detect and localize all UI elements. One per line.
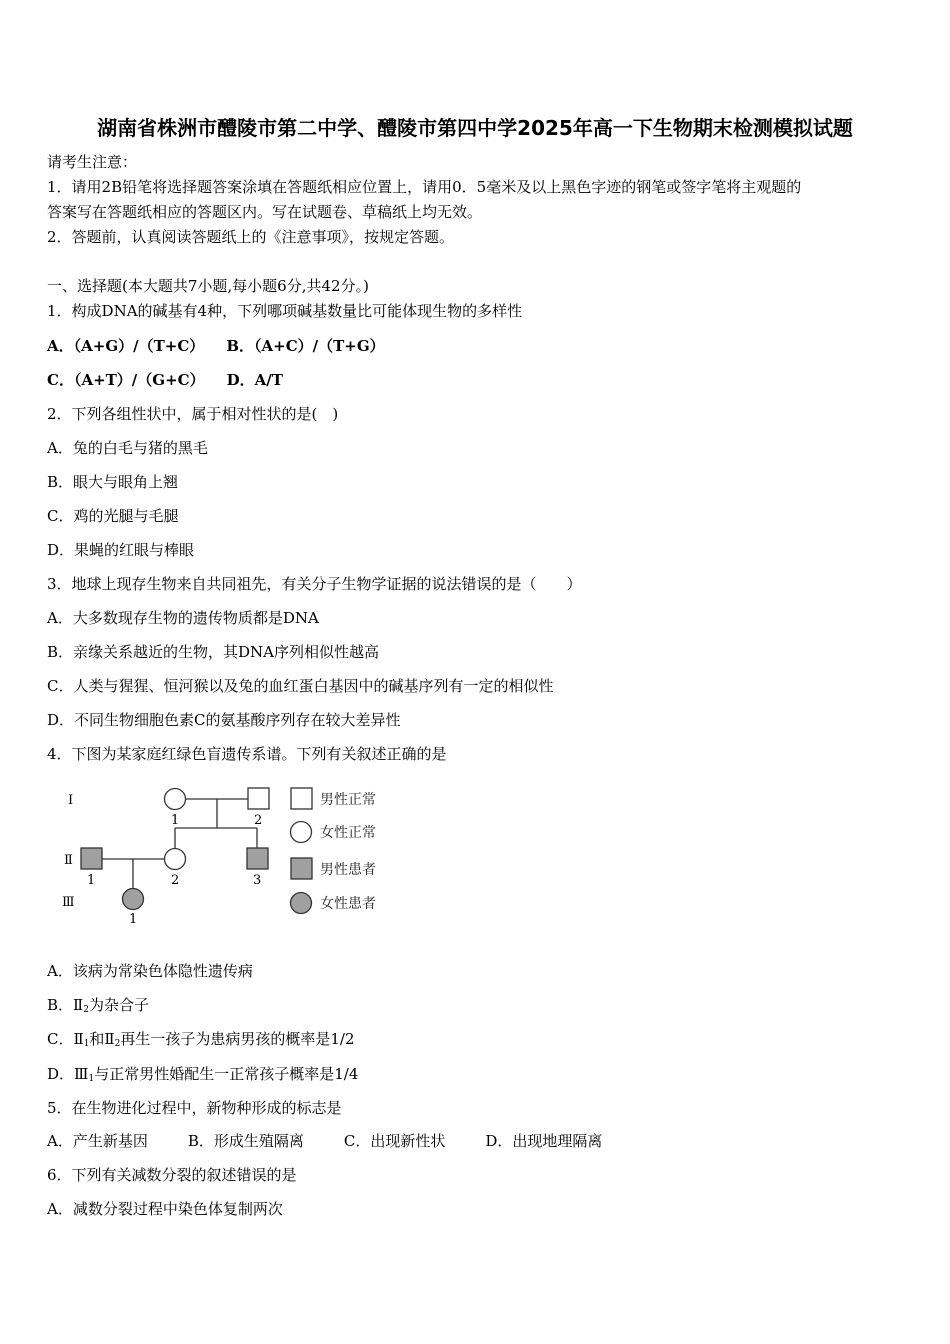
q1-options-cd [47,370,283,390]
female-normal-II-2 [165,849,186,870]
q3-option-d: D．不同生物细胞色素C的氨基酸序列存在较大差异性 [47,711,401,729]
q4-b-sub: 2 [83,1005,89,1015]
pedigree-chart [55,780,395,930]
q4-option-d [47,1064,358,1089]
legend-male-affected-symbol [291,858,312,879]
q2-stem: 2．下列各组性状中，属于相对性状的是( ) [47,405,339,423]
legend-male-normal: 男性正常 [320,792,376,808]
q4-option-a: A．该病为常染色体隐性遗传病 [47,962,253,980]
female-affected-III-1 [123,889,144,910]
q4-b-text: 为杂合子 [88,996,149,1014]
individual-number-I-2: 2 [254,813,263,828]
q5-option-c: C．出现新性状 [343,1132,446,1150]
q4-b-prefix: B．Ⅱ [47,996,84,1014]
q3-option-a: A．大多数现存生物的遗传物质都是DNA [47,609,319,627]
q2-option-a: A．兔的白毛与猪的黑毛 [47,439,208,457]
notice-heading: 请考生注意： [47,153,138,171]
notice-line-3: 2．答题前，认真阅读答题纸上的《注意事项》，按规定答题。 [47,228,455,246]
generation-label-2: Ⅱ [64,853,73,868]
q4-stem: 4．下图为某家庭红绿色盲遗传系谱。下列有关叙述正确的是 [47,745,447,763]
pedigree-lines [102,799,257,889]
q5-stem: 5．在生物进化过程中，新物种形成的标志是 [47,1099,342,1117]
individual-number-II-2: 2 [171,873,180,888]
q4-option-c [47,1029,355,1054]
q5-option-b: B．形成生殖隔离 [187,1132,304,1150]
q4-d-text: 与正常男性婚配生一正常孩子概率是1/4 [94,1065,359,1083]
legend-male-affected: 男性患者 [320,862,376,878]
q1-option-d: D．A/T [226,371,283,389]
exam-title: 湖南省株洲市醴陵市第二中学、醴陵市第四中学2025年高一下生物期末检测模拟试题 [97,116,853,140]
legend-male-normal-symbol [291,788,312,809]
q2-option-d: D．果蝇的红眼与棒眼 [47,541,195,559]
individual-number-I-1: 1 [171,813,180,828]
generation-label-1: Ⅰ [68,793,74,808]
legend-female-affected: 女性患者 [320,896,376,912]
q5-options [47,1131,602,1151]
notice-line-2: 答案写在答题纸相应的答题区内。写在试题卷、草稿纸上均无效。 [47,203,483,221]
q4-option-b [47,995,149,1020]
male-affected-II-3 [247,848,268,869]
q4-c-prefix: C．Ⅱ [47,1030,84,1048]
male-affected-II-1 [81,848,102,869]
q1-stem: 1．构成DNA的碱基有4种，下列哪项碱基数量比可能体现生物的多样性 [47,302,523,320]
q3-option-c: C．人类与猩猩、恒河猴以及兔的血红蛋白基因中的碱基序列有一定的相似性 [47,677,554,695]
individual-number-II-1: 1 [87,873,96,888]
notice-line-1: 1．请用2B铅笔将选择题答案涂填在答题纸相应位置上，请用0．5毫米及以上黑色字迹的钢笔或签字笔将主观题的 [47,178,802,196]
q6-option-a: A．减数分裂过程中染色体复制两次 [47,1200,283,1218]
q3-option-b: B．亲缘关系越近的生物，其DNA序列相似性越高 [47,643,380,661]
male-normal-I-2 [248,788,269,809]
q6-stem: 6．下列有关减数分裂的叙述错误的是 [47,1166,297,1184]
female-normal-I-1 [165,789,186,810]
q3-stem: 3．地球上现存生物来自共同祖先，有关分子生物学证据的说法错误的是（ ） [47,575,582,593]
q4-c-sub2: 2 [114,1039,121,1049]
legend-female-affected-symbol [291,893,312,914]
q5-option-a: A．产生新基因 [47,1132,148,1150]
q5-option-d: D．出现地理隔离 [485,1132,603,1150]
q1-option-a: A．（A+G）/（T+C） [47,337,205,355]
q2-option-b: B．眼大与眼角上翘 [47,473,179,491]
q4-d-sub: 1 [88,1074,95,1084]
q2-option-c: C．鸡的光腿与毛腿 [47,507,179,525]
q4-c-mid: 和Ⅱ [89,1030,115,1048]
q1-option-b: B．（A+C）/（T+G） [226,337,385,355]
q4-d-prefix: D．Ⅲ [47,1065,89,1083]
q1-options-ab [47,336,385,356]
individual-number-III-1: 1 [129,912,138,927]
legend-female-normal: 女性正常 [320,825,376,841]
legend-female-normal-symbol [291,822,312,843]
section-heading: 一、选择题(本大题共7小题,每小题6分,共42分。) [47,277,369,295]
q4-c-text: 再生一孩子为患病男孩的概率是1/2 [120,1030,355,1048]
individual-number-II-3: 3 [253,873,262,888]
generation-label-3: Ⅲ [62,895,75,910]
q4-c-sub1: 1 [83,1039,90,1049]
q1-option-c: C．（A+T）/（G+C） [47,371,205,389]
